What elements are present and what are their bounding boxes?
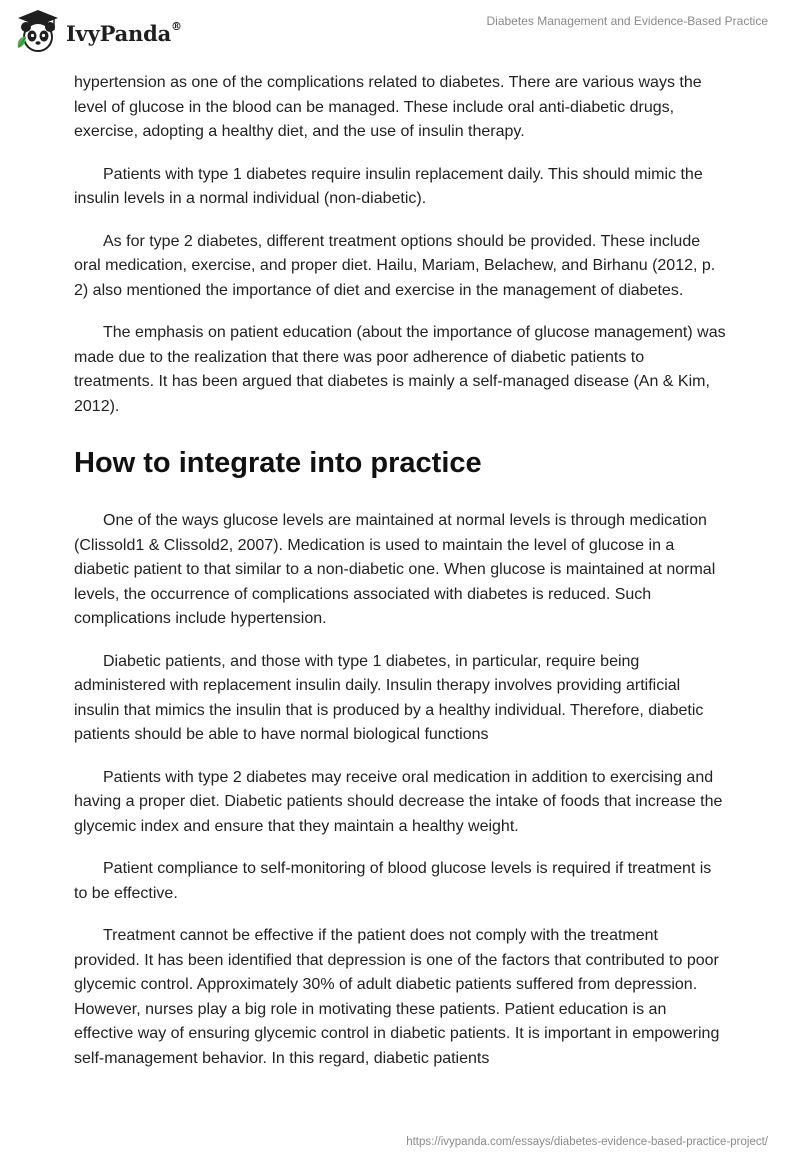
brand-name: IvyPanda® [66,19,182,46]
paragraph: Patients with type 2 diabetes may receive oral medication in addition to exercising and having a proper diet. Diabetic patients should decrease the intake of foods that increase the glycemic index and ensure that they maintain a healthy weight. [74,768,723,835]
paragraph: Patients with type 1 diabetes require insulin replacement daily. This should mimic the insulin levels in a normal individual (non-diabetic). [74,165,703,207]
paragraph: As for type 2 diabetes, different treatment options should be provided. These include oral medication, exercise, and proper diet. Hailu, Mariam, Belachew, and Birhanu (2012, p. 2) also mentioned the importance of diet and exercise in the management of diabetes. [74,232,716,299]
panda-logo-icon [14,8,62,54]
paragraph: Diabetic patients, and those with type 1 diabetes, in particular, require being administered with replacement insulin daily. Insulin therapy involves providing artificial insulin that mimics the insulin that is produced by a healthy individual. Therefore, diabetic patients should be able to have normal biological functions [74,652,704,743]
brand-logo[interactable] [14,8,182,54]
paragraph: One of the ways glucose levels are maintained at normal levels is through medication (Clissold1 & Clissold2, 2007). Medication is used to maintain the level of glucose in a diabetic patient to that similar to a non-diabetic one. When glucose is maintained at normal levels, the occurrence of complications associated with diabetes is reduced. Such complications include hypertension. [74,512,716,627]
source-url[interactable]: https://ivypanda.com/essays/diabetes-evidence-based-practice-project/ [406,1136,768,1148]
paragraph: The emphasis on patient education (about the importance of glucose management) was made due to the realization that there was poor adherence of diabetic patients to treatments. It has been argued that diabetes is mainly a self-managed disease (An & Kim, 2012). [74,324,726,415]
paragraph-continued: hypertension as one of the complications related to diabetes. There are various ways the level of glucose in the blood can be managed. These include oral anti-diabetic drugs, exercise, adopting a healthy diet, and the use of insulin therapy. [74,74,702,140]
paragraph: Treatment cannot be effective if the patient does not comply with the treatment provided. It has been identified that depression is one of the factors that contributed to poor glycemic control. Approximately 30% of adult diabetic patients suffered from depression. However, nurses play a big role in motivating these patients. Patient education is an effective way of ensuring glycemic control in diabetic patients. It is important in empowering self-management behavior. In this regard, diabetic patients [74,927,720,1067]
document-title: Diabetes Management and Evidence-Based Practice [486,14,768,28]
essay-content [74,71,728,1089]
section-heading: How to integrate into practice [74,447,482,479]
page-header [0,0,800,70]
paragraph: Patient compliance to self-monitoring of blood glucose levels is required if treatment is to be effective. [74,860,712,902]
